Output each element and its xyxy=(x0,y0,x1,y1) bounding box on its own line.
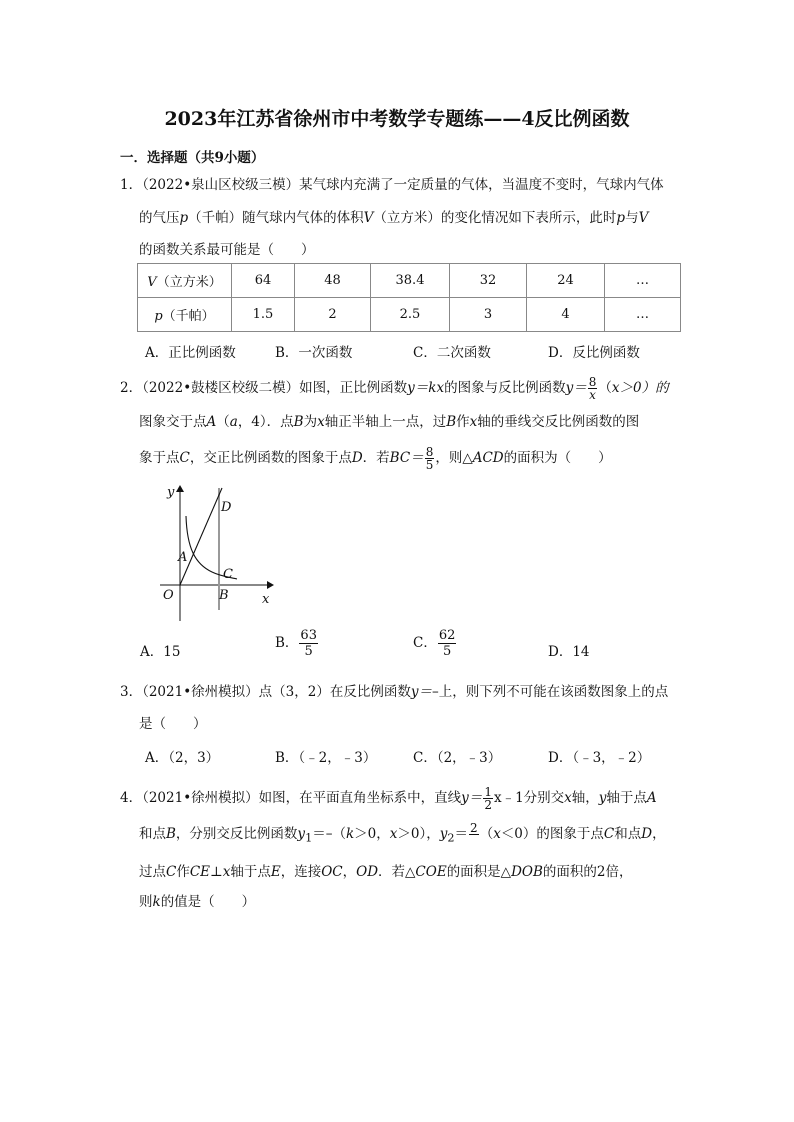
table-cell: 4 xyxy=(527,298,605,332)
q2-option-a: A．15 xyxy=(140,644,181,660)
q1-option-d: D．反比例函数 xyxy=(548,345,640,361)
line-y-kx xyxy=(180,488,222,585)
fraction: $\frac{8}{5}$ xyxy=(425,445,434,472)
q2-line-3: 象于点C，交正比例函数的图象于点D．若BC＝ $\frac{8}{5}$ ，则△ACD的面积为（ ） xyxy=(139,445,612,472)
fraction: 2 xyxy=(470,821,478,835)
q3-option-a: A．（2，3） xyxy=(145,750,220,766)
label-y: y xyxy=(167,485,175,500)
table-header-cell: p（千帕） xyxy=(138,298,232,332)
q3-option-d: D．（﹣3，﹣2） xyxy=(548,750,651,766)
q3-source: （2021•徐州模拟） xyxy=(142,684,259,700)
q1-option-a: A．正比例函数 xyxy=(145,345,236,361)
label-a: A xyxy=(178,550,188,565)
page-title: 2023年江苏省徐州市中考数学专题练——4反比例函数 xyxy=(164,108,630,130)
label-d: D xyxy=(221,500,232,515)
fraction: $\frac{1}{2}$ xyxy=(484,785,492,812)
q4-line-3: 过点C作CE⊥x轴于点E，连接OC，OD．若△COE的面积是△DOB的面积的2倍， xyxy=(139,864,633,880)
table-cell: 3 xyxy=(450,298,527,332)
q2-line-1: 2．（2022•鼓楼区校级二模）如图，正比例函数y＝kx的图象与反比例函数y＝ $\frac{8}{x}$ （x＞0）的 xyxy=(120,375,669,402)
table-cell: 1.5 xyxy=(232,298,295,332)
q1-option-b: B．一次函数 xyxy=(275,345,353,361)
q3-line-2: 是（ ） xyxy=(139,716,207,732)
q1-line-1: 1．（2022•泉山区校级三模）某气球内充满了一定质量的气体，当温度不变时，气球内气体 xyxy=(120,177,664,193)
q3-line-1: 3．（2021•徐州模拟）点（3，2）在反比例函数y＝–上，则下列不可能在该函数图象上的点 xyxy=(120,684,669,700)
q2-option-b: B． $\frac{63}{5}$ xyxy=(275,628,317,659)
q2-figure xyxy=(140,478,280,628)
table-row xyxy=(138,298,681,332)
label-b: B xyxy=(219,588,229,603)
section-heading: 一．选择题（共9小题） xyxy=(120,150,265,166)
q4-line-1: 4．（2021•徐州模拟）如图，在平面直角坐标系中，直线y＝ $\frac{1}{2}$ x﹣1分别交x轴，y轴于点A xyxy=(120,785,657,812)
q4-line-2: 和点B，分别交反比例函数$y_1=-(k>0$，x＞0），$y_2=$ 2 （x＜0）的图象于点C和点D， xyxy=(139,822,666,849)
q2-line-2: 图象交于点A（a，4）．点B为x轴正半轴上一点，过B作x轴的垂线交反比例函数的图 xyxy=(139,414,640,430)
fraction: $\frac{8}{x}$ xyxy=(588,375,597,402)
q1-source: （2022•泉山区校级三模） xyxy=(142,177,300,193)
q2-source: （2022•鼓楼区校级二模） xyxy=(142,380,300,396)
table-cell: 2 xyxy=(295,298,371,332)
label-c: C xyxy=(223,567,233,582)
q4-source: （2021•徐州模拟） xyxy=(142,790,259,806)
table-cell: … xyxy=(605,264,681,298)
label-o: O xyxy=(163,588,174,603)
label-x: x xyxy=(262,592,270,607)
table-header-cell: V（立方米） xyxy=(138,264,232,298)
table-cell: … xyxy=(605,298,681,332)
q3-option-c: C．（2，﹣3） xyxy=(413,750,502,766)
q1-line-2: 的气压p（千帕）随气球内气体的体积V（立方米）的变化情况如下表所示，此时p与V xyxy=(139,210,649,226)
q4-line-4: 则k的值是（ ） xyxy=(139,894,256,910)
table-cell: 2.5 xyxy=(371,298,450,332)
table-cell: 64 xyxy=(232,264,295,298)
q2-option-c: C． $\frac{62}{5}$ xyxy=(413,628,456,659)
q1-option-c: C．二次函数 xyxy=(413,345,491,361)
table-cell: 24 xyxy=(527,264,605,298)
q2-option-d: D．14 xyxy=(548,644,590,660)
table-cell: 32 xyxy=(450,264,527,298)
table-cell: 48 xyxy=(295,264,371,298)
q1-table xyxy=(137,263,681,332)
table-row xyxy=(138,264,681,298)
q1-line-3: 的函数关系最可能是（ ） xyxy=(139,242,315,258)
table-cell: 38.4 xyxy=(371,264,450,298)
q3-option-b: B．（﹣2，﹣3） xyxy=(275,750,377,766)
